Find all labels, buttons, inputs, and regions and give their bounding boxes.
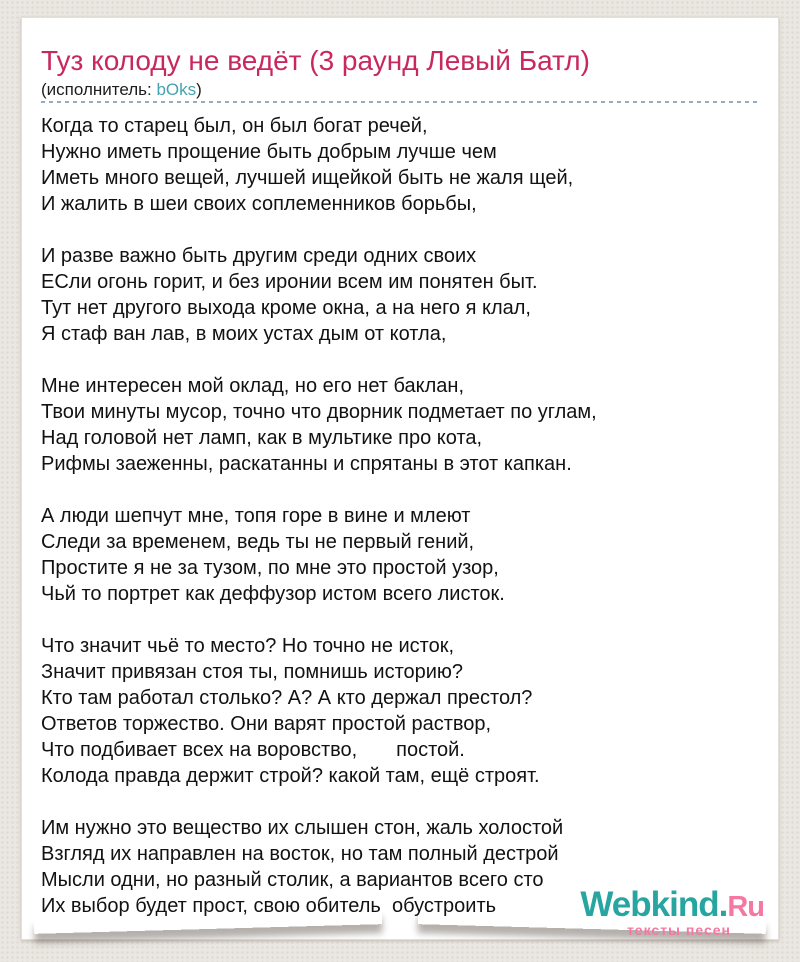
lyrics-line: Я стаф ван лав, в моих устах дым от котла, <box>41 323 447 345</box>
lyrics-card <box>21 17 779 940</box>
lyrics-line: Колода правда держит строй? какой там, ещё строят. <box>41 765 540 787</box>
logo-brand: Webkind. <box>580 885 728 924</box>
page-title: Туз колоду не ведёт (3 раунд Левый Батл) <box>41 45 590 76</box>
lyrics-text <box>41 113 759 919</box>
artist-label-suffix: ) <box>196 80 202 99</box>
lyrics-stanza <box>41 373 759 477</box>
artist-link[interactable]: bOks <box>156 80 197 99</box>
lyrics-line: Взгляд их направлен на восток, но там полный дестрой <box>41 843 559 865</box>
lyrics-stanza <box>41 503 759 607</box>
lyrics-line: А люди шепчут мне, топя горе в вине и млеют <box>41 505 471 527</box>
lyrics-line: Мне интересен мой оклад, но его нет баклан, <box>41 375 464 397</box>
lyrics-line: Что значит чьё то место? Но точно не исток, <box>41 635 455 657</box>
lyrics-stanza <box>41 633 759 789</box>
lyrics-line: Простите я не за тузом, по мне это простой узор, <box>41 557 499 579</box>
artist-line <box>41 79 759 101</box>
lyrics-line: Следи за временем, ведь ты не первый гений, <box>41 531 475 553</box>
lyrics-line: Им нужно это вещество их слышен стон, жаль холостой <box>41 817 564 839</box>
lyrics-line: Над головой нет ламп, как в мультике про кота, <box>41 427 483 449</box>
lyrics-line: Ответов торжество. Они варят простой раствор, <box>41 713 492 735</box>
dotted-divider <box>41 101 759 103</box>
lyrics-stanza <box>41 113 759 217</box>
lyrics-line: Нужно иметь прощение быть добрым лучше чем <box>41 141 497 163</box>
lyrics-line: И жалить в шеи своих соплеменников борьбы, <box>41 193 477 215</box>
lyrics-line: И разве важно быть другим среди одних своих <box>41 245 477 267</box>
lyrics-line: Твои минуты мусор, точно что дворник подметает по углам, <box>41 401 597 423</box>
lyrics-line: Иметь много вещей, лучшей ищейкой быть не жаля щей, <box>41 167 574 189</box>
lyrics-line: ЕСли огонь горит, и без иронии всем им понятен быт. <box>41 271 538 293</box>
lyrics-stanza <box>41 243 759 347</box>
lyrics-line: Мысли одни, но разный столик, а вариантов всего сто <box>41 869 544 891</box>
lyrics-line: Чьй то портрет как деффузор истом всего листок. <box>41 583 505 605</box>
lyrics-line: Когда то старец был, он был богат речей, <box>41 115 428 137</box>
logo-tagline: тексты песен <box>626 922 731 938</box>
lyrics-line: Тут нет другого выхода кроме окна, а на него я клал, <box>41 297 531 319</box>
lyrics-line: Их выбор будет прост, свою обитель обустроить <box>41 895 497 917</box>
artist-label: (исполнитель: <box>41 80 157 99</box>
logo-domain: Ru <box>727 891 764 923</box>
lyrics-line: Кто там работал столько? А? А кто держал престол? <box>41 687 533 709</box>
lyrics-line: Что подбивает всех на воровство, постой. <box>41 739 465 761</box>
lyrics-line: Значит привязан стоя ты, помнишь историю? <box>41 661 464 683</box>
lyrics-line: Рифмы заеженны, раскатанны и спрятаны в этот капкан. <box>41 453 572 475</box>
webkind-logo[interactable] <box>580 885 764 938</box>
